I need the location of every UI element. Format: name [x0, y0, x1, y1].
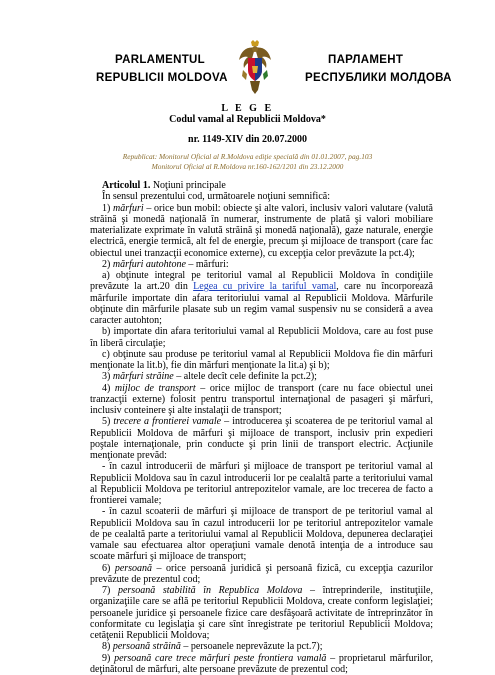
definition-text: – introducerea şi scoaterea de pe teritoriul vamal al Republicii Moldova de mărfuri şi mijloace de transport, inclusiv prin expedieri poştale internaţionale, prin conducte şi prin linii de transport electric. Acţiunile menţionate prevăd:	[90, 416, 433, 461]
definition-text: – orice persoană juridică şi persoană fizică, cu excepţia cazurilor prevăzute de prezentul cod;	[90, 563, 433, 585]
document-number: nr. 1149-XIV din 20.07.2000	[0, 134, 495, 145]
definition-5a: - în cazul introducerii de mărfuri şi mijloace de transport pe teritoriul vamal al Republicii Moldova sau în cazul introducerii lor pe cealaltă parte a teritoriului vamal al Republicii Moldova pe teritoriul antrepozitelor vamale, are loc trecerea de facto a frontierei vamale;	[90, 461, 433, 506]
definition-text: – orice bun mobil: obiecte şi alte valori, inclusiv valori valutare (valută străină şi monedă naţională în numerar, instrumente de plată şi valori mobiliare materializate exprimate în valută străină şi monedă naţională), gaze naturale, energie electrică, energie termică, alt fel de energie, precum şi mijloace de transport (care fac obiectul unei tranzacţii economice externe), cu excepţia celor prevăzute la pct.4);	[90, 203, 433, 259]
term: persoană	[115, 563, 152, 574]
term: mijloc de transport	[115, 383, 196, 394]
law-body	[90, 180, 433, 675]
definition-text: – întreprinderile, instituţiile, organizaţiile care se află pe teritoriul Republicii Moldova, create conform legislaţiei; persoanele juridice şi persoanele fizice care desfăşoară activitate de întreprinzător în conformitate cu legislaţia şi care sînt înregistrate pe teritoriul Republicii Moldova; cetăţenii Republicii Moldova;	[90, 585, 433, 641]
definition-text: – persoanele neprevăzute la pct.7);	[181, 641, 323, 652]
definition-4	[90, 383, 433, 417]
definition-2c: c) obţinute sau produse pe teritoriul vamal al Republicii Moldova fie din mărfuri menţionate la lit.b), fie din mărfuri menţionate la lit.a) şi b);	[90, 349, 433, 372]
item-number: 1)	[102, 203, 113, 214]
item-number: 7)	[102, 585, 118, 596]
item-number: 3)	[102, 371, 113, 382]
item-number: 8)	[102, 641, 113, 652]
definition-5	[90, 416, 433, 461]
term: mărfuri autohtone	[113, 259, 186, 270]
definition-3	[90, 371, 433, 382]
item-number: 5)	[102, 416, 113, 427]
parliament-name-ro-line1: PARLAMENTUL	[115, 54, 205, 66]
definition-text: a) obţinute integral pe teritoriul vamal al Republicii Moldova în condiţiile prevăzute la art.20 din	[90, 270, 433, 292]
definition-2	[90, 259, 433, 270]
parliament-name-ro-line2: REPUBLICII MOLDOVA	[96, 72, 228, 84]
term: persoană care trece mărfuri peste frontiera vamală	[114, 653, 326, 664]
definition-7	[90, 585, 433, 641]
article-title: Noţiuni principale	[150, 180, 226, 191]
definition-text: – proprietarul mărfurilor, deţinătorul de mărfuri, alte persoane prevăzute de prezentul cod;	[90, 653, 433, 675]
republication-note-2: Monitorul Oficial al R.Moldova nr.160-162/1201 din 23.12.2000	[0, 162, 495, 171]
definition-6	[90, 563, 433, 586]
republication-note-1: Republicat: Monitorul Oficial al R.Moldova ediţie specială din 01.01.2007, pag.103	[0, 152, 495, 161]
definition-9	[90, 653, 433, 675]
definition-8	[90, 641, 433, 652]
law-link[interactable]: Legea cu privire la tariful vamal	[193, 281, 336, 292]
term: mărfuri străine	[113, 371, 174, 382]
definition-text: – altele decît cele definite la pct.2);	[174, 371, 317, 382]
article-heading	[90, 180, 433, 191]
definition-2b: b) importate din afara teritoriului vamal al Republicii Moldova, care au fost puse în liberă circulaţie;	[90, 326, 433, 349]
definition-1	[90, 203, 433, 259]
item-number: 4)	[102, 383, 115, 394]
definition-text: – orice mijloc de transport (care nu face obiectul unei tranzacţii externe) folosit pentru transportul internaţional de pasageri şi mărfuri, inclusiv conteinere şi alte instalaţii de transport;	[90, 383, 433, 417]
term: mărfuri	[113, 203, 144, 214]
document-type: L E G E	[0, 103, 495, 114]
term: persoană străină	[113, 641, 181, 652]
item-number: 6)	[102, 563, 115, 574]
term: trecere a frontierei vamale	[113, 416, 221, 427]
article-label: Articolul 1.	[102, 180, 150, 191]
parliament-name-ru-line2: РЕСПУБЛИКИ МОЛДОВА	[305, 72, 452, 84]
document-title: Codul vamal al Republicii Moldova*	[0, 114, 495, 125]
item-number: 9)	[102, 653, 114, 664]
definition-5b: - în cazul scoaterii de mărfuri şi mijloace de transport de pe teritoriul vamal al Republicii Moldova sau în cazul introducerii lor pe teritoriul antrepozitelor vamale de pe cealaltă parte a teritoriului vamal al Republicii Moldova, depunerea declaraţiei vamale sau efectuarea altor operaţiuni vamale denotă intenţia de a introduce sau scoate mărfuri şi mijloace de transport;	[90, 506, 433, 562]
definition-2a	[90, 270, 433, 326]
definition-text: – mărfuri:	[186, 259, 229, 270]
definition-text: , care nu încorporează mărfurile importate din afara teritoriului vamal al Republicii Moldova. Mărfurile obţinute din mărfurile plasate sub un regim vamal suspensiv nu se consideră a avea caracter autohton;	[90, 281, 433, 326]
term: persoană stabilită în Republica Moldova	[118, 585, 302, 596]
item-number: 2)	[102, 259, 113, 270]
parliament-name-ru-line1: ПАРЛАМЕНТ	[328, 54, 403, 66]
coat-of-arms-icon	[238, 40, 272, 94]
paragraph: În sensul prezentului cod, următoarele noţiuni semnifică:	[90, 191, 433, 202]
